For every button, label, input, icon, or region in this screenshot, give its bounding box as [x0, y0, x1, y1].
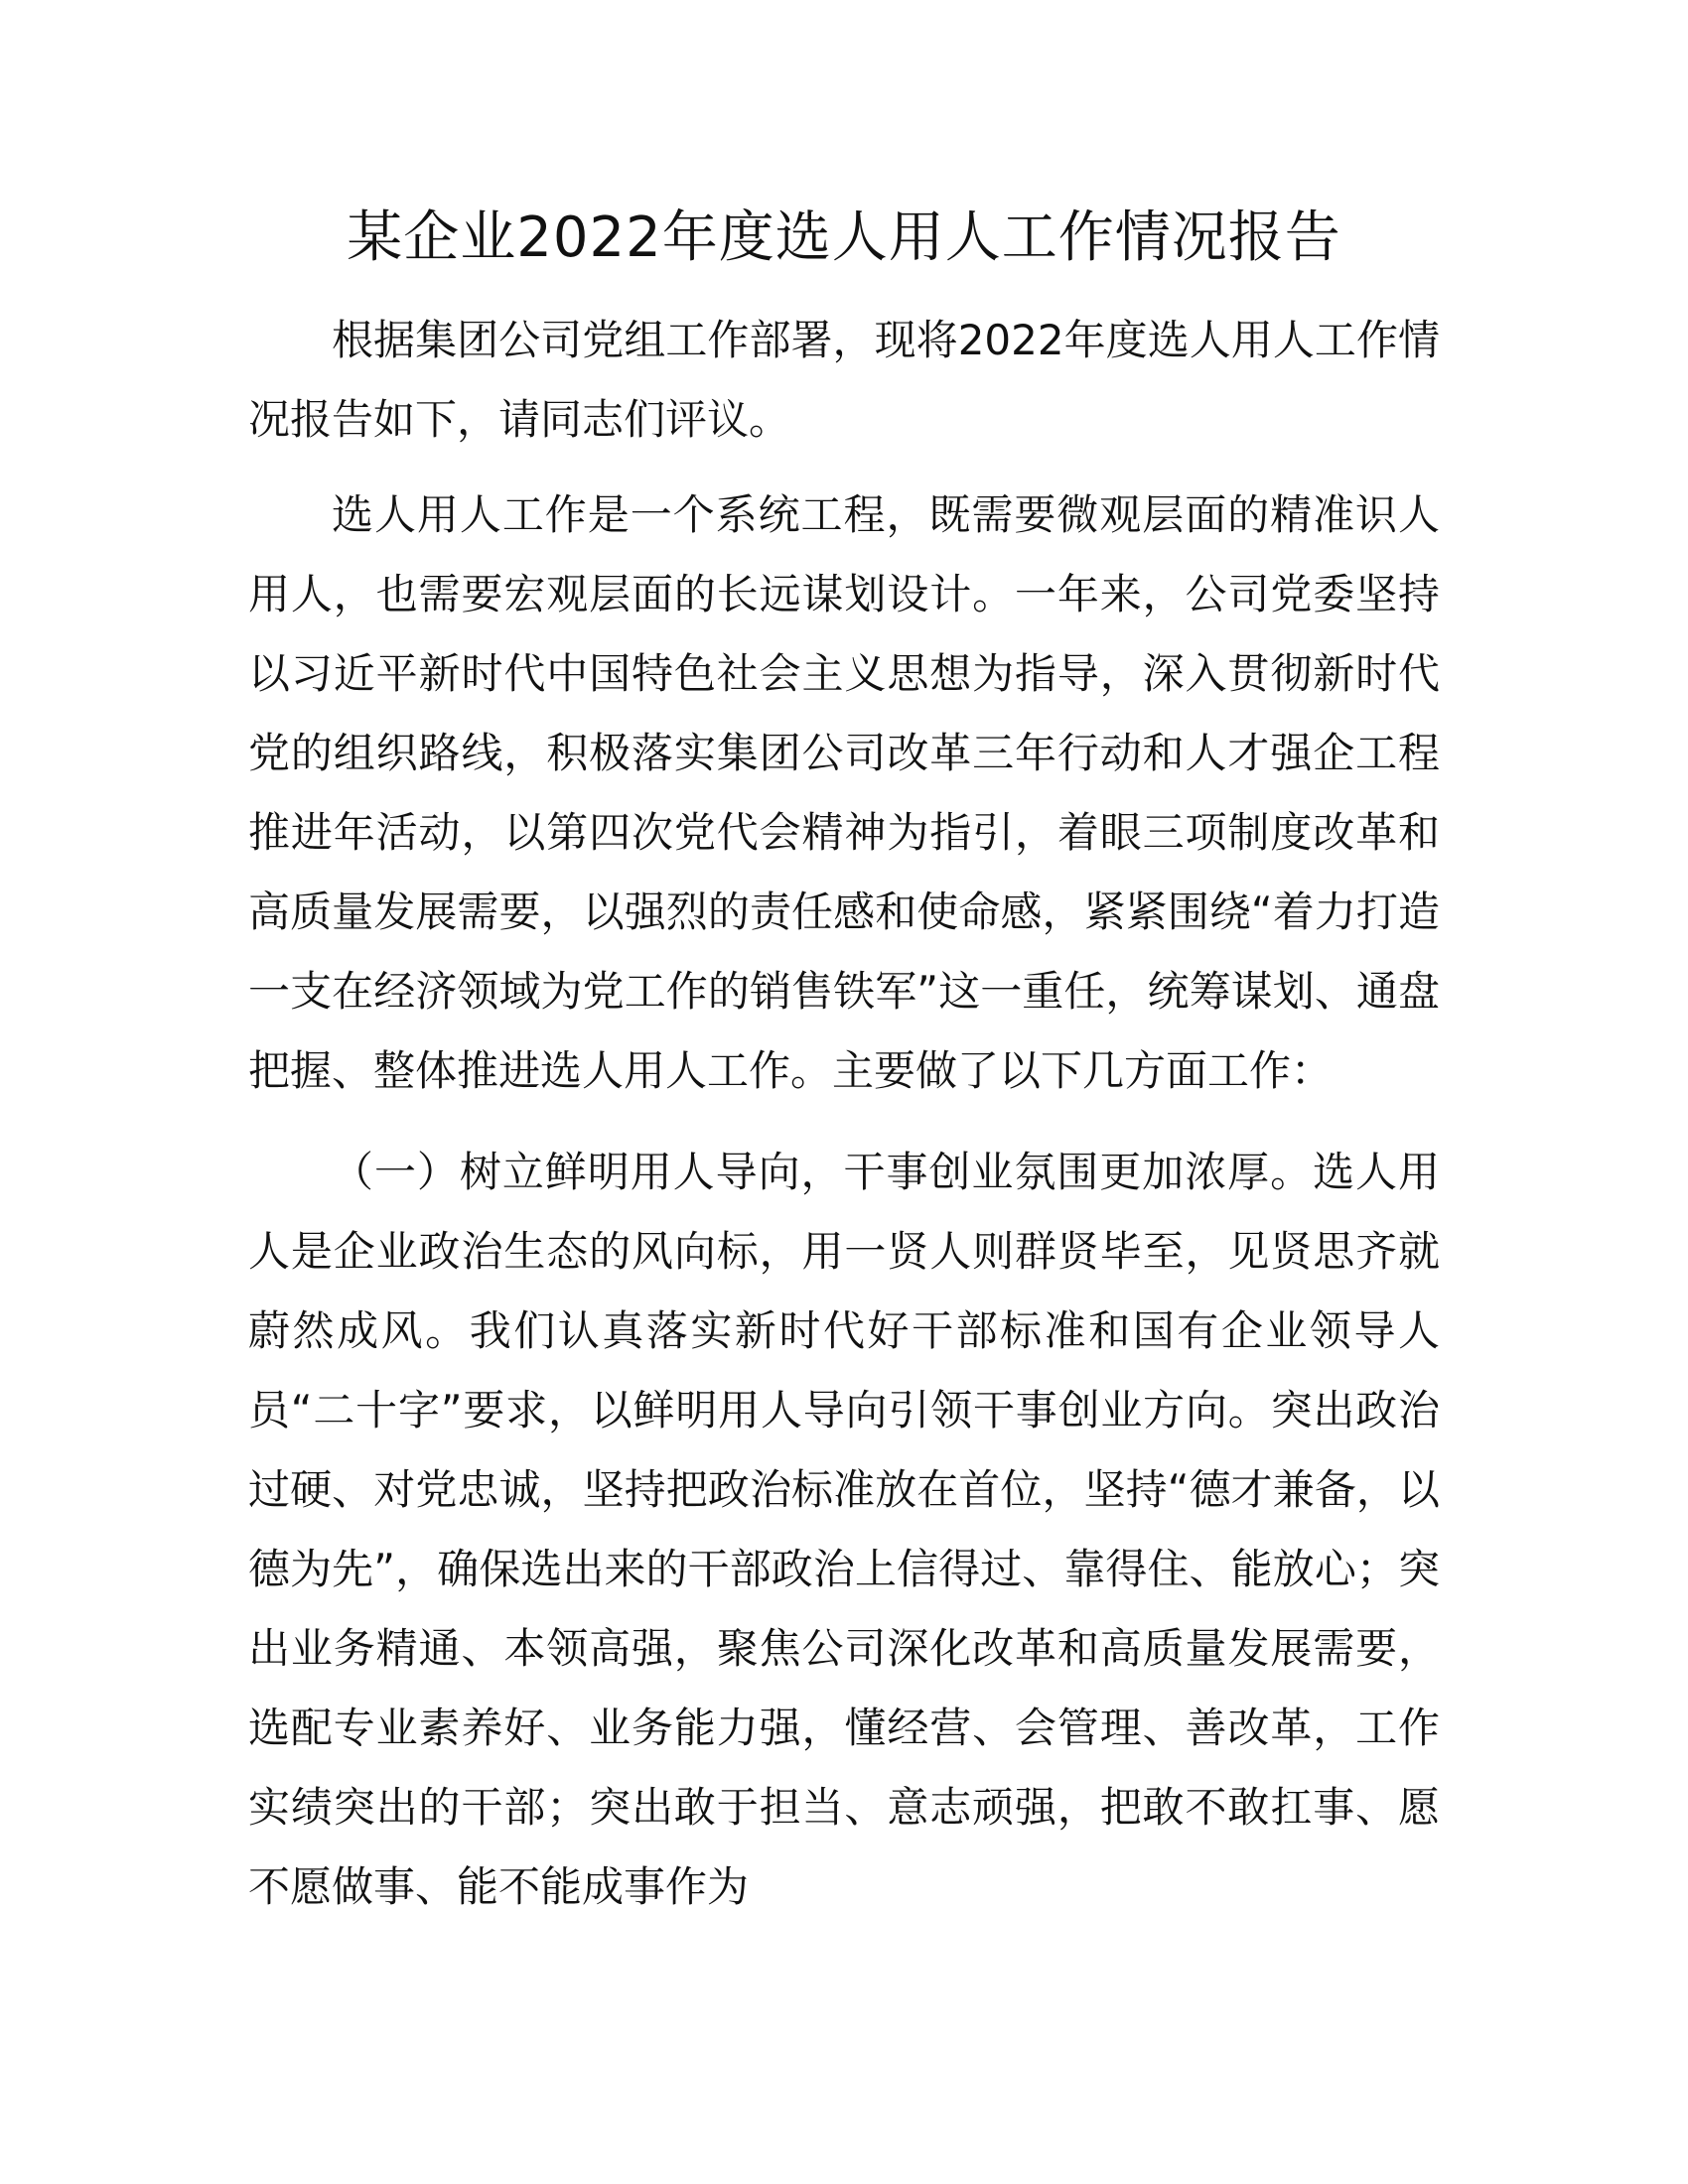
paragraph-intro: 根据集团公司党组工作部署，现将2022年度选人用人工作情况报告如下，请同志们评议。 [248, 316, 1440, 444]
paragraph-section-one: （一）树立鲜明用人导向，干事创业氛围更加浓厚。选人用人是企业政治生态的风向标，用一贤人则群贤毕至，见贤思齐就蔚然成风。我们认真落实新时代好干部标准和国有企业领导人员“二十字”要求，以鲜明用人导向引领干事创业方向。突出政治过硬、对党忠诚，坚持把政治标准放在首位，坚持“德才兼备，以德为先”，确保选出来的干部政治上信得过、靠得住、能放心；突出业务精通、本领高强，聚焦公司深化改革和高质量发展需要，选配专业素养好、业务能力强，懂经营、会管理、善改革，工作实绩突出的干部；突出敢于担当、意志顽强，把敢不敢扛事、愿不愿做事、能不能成事作为 [248, 1148, 1440, 1911]
document-body [248, 301, 1440, 1927]
document-title: 某企业2022年度选人用人工作情况报告 [347, 205, 1341, 270]
paragraph-overview: 选人用人工作是一个系统工程，既需要微观层面的精准识人用人，也需要宏观层面的长远谋划设计。一年来，公司党委坚持以习近平新时代中国特色社会主义思想为指导，深入贯彻新时代党的组织路线，积极落实集团公司改革三年行动和人才强企工程推进年活动，以第四次党代会精神为指引，着眼三项制度改革和高质量发展需要，以强烈的责任感和使命感，紧紧围绕“着力打造一支在经济领域为党工作的销售铁军”这一重任，统筹谋划、通盘把握、整体推进选人用人工作。主要做了以下几方面工作： [248, 490, 1440, 1095]
